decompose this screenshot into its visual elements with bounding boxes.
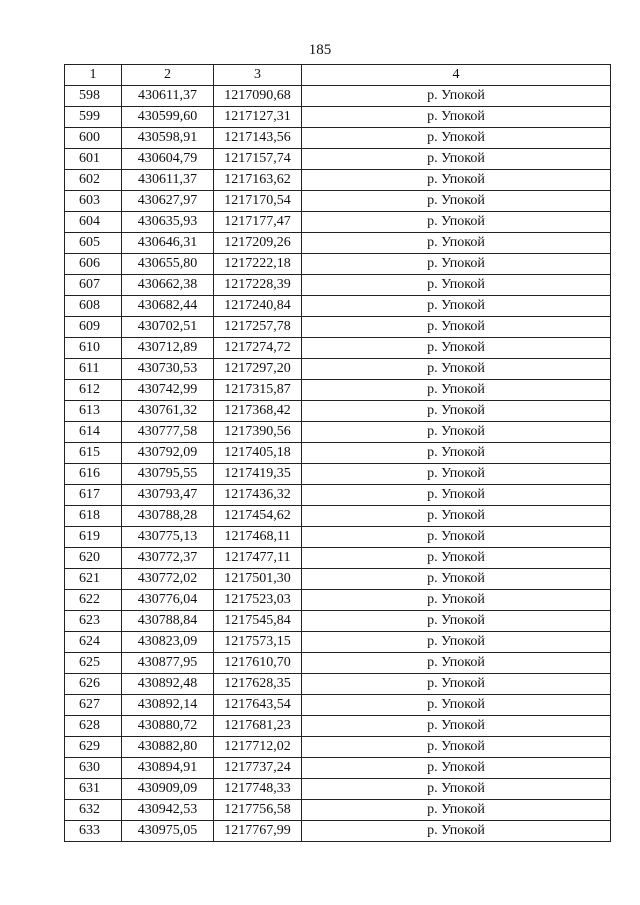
- table-row: [65, 485, 611, 506]
- description-cell: р. Упокой: [302, 590, 611, 611]
- table-row: [65, 800, 611, 821]
- point-number-cell: 610: [65, 338, 122, 359]
- x-coordinate-cell: 430646,31: [122, 233, 214, 254]
- point-number-cell: 618: [65, 506, 122, 527]
- point-number-cell: 622: [65, 590, 122, 611]
- point-number-cell: 603: [65, 191, 122, 212]
- x-coordinate-cell: 430882,80: [122, 737, 214, 758]
- point-number-cell: 606: [65, 254, 122, 275]
- table-row: [65, 674, 611, 695]
- x-coordinate-cell: 430823,09: [122, 632, 214, 653]
- table-row: [65, 107, 611, 128]
- x-coordinate-cell: 430655,80: [122, 254, 214, 275]
- x-coordinate-cell: 430894,91: [122, 758, 214, 779]
- description-cell: р. Упокой: [302, 380, 611, 401]
- table-row: [65, 716, 611, 737]
- description-cell: р. Упокой: [302, 632, 611, 653]
- point-number-cell: 611: [65, 359, 122, 380]
- table-row: [65, 149, 611, 170]
- point-number-cell: 601: [65, 149, 122, 170]
- description-cell: р. Упокой: [302, 212, 611, 233]
- point-number-cell: 607: [65, 275, 122, 296]
- point-number-cell: 624: [65, 632, 122, 653]
- table-row: [65, 611, 611, 632]
- description-cell: р. Упокой: [302, 674, 611, 695]
- x-coordinate-cell: 430742,99: [122, 380, 214, 401]
- description-cell: р. Упокой: [302, 758, 611, 779]
- y-coordinate-cell: 1217127,31: [214, 107, 302, 128]
- y-coordinate-cell: 1217297,20: [214, 359, 302, 380]
- description-cell: р. Упокой: [302, 149, 611, 170]
- y-coordinate-cell: 1217454,62: [214, 506, 302, 527]
- x-coordinate-cell: 430761,32: [122, 401, 214, 422]
- x-coordinate-cell: 430635,93: [122, 212, 214, 233]
- y-coordinate-cell: 1217222,18: [214, 254, 302, 275]
- table-row: [65, 779, 611, 800]
- y-coordinate-cell: 1217163,62: [214, 170, 302, 191]
- description-cell: р. Упокой: [302, 338, 611, 359]
- description-cell: р. Упокой: [302, 86, 611, 107]
- description-cell: р. Упокой: [302, 800, 611, 821]
- y-coordinate-cell: 1217468,11: [214, 527, 302, 548]
- x-coordinate-cell: 430772,02: [122, 569, 214, 590]
- point-number-cell: 620: [65, 548, 122, 569]
- table-row: [65, 527, 611, 548]
- column-header-2: 2: [122, 65, 214, 86]
- y-coordinate-cell: 1217523,03: [214, 590, 302, 611]
- point-number-cell: 604: [65, 212, 122, 233]
- point-number-cell: 626: [65, 674, 122, 695]
- description-cell: р. Упокой: [302, 443, 611, 464]
- y-coordinate-cell: 1217712,02: [214, 737, 302, 758]
- table-row: [65, 464, 611, 485]
- point-number-cell: 600: [65, 128, 122, 149]
- x-coordinate-cell: 430627,97: [122, 191, 214, 212]
- point-number-cell: 613: [65, 401, 122, 422]
- x-coordinate-cell: 430788,84: [122, 611, 214, 632]
- x-coordinate-cell: 430792,09: [122, 443, 214, 464]
- page-number: 185: [308, 42, 332, 58]
- table-row: [65, 422, 611, 443]
- table-row: [65, 191, 611, 212]
- point-number-cell: 631: [65, 779, 122, 800]
- column-header-3: 3: [214, 65, 302, 86]
- point-number-cell: 615: [65, 443, 122, 464]
- x-coordinate-cell: 430975,05: [122, 821, 214, 842]
- description-cell: р. Упокой: [302, 569, 611, 590]
- x-coordinate-cell: 430772,37: [122, 548, 214, 569]
- y-coordinate-cell: 1217545,84: [214, 611, 302, 632]
- x-coordinate-cell: 430604,79: [122, 149, 214, 170]
- y-coordinate-cell: 1217628,35: [214, 674, 302, 695]
- x-coordinate-cell: 430892,14: [122, 695, 214, 716]
- description-cell: р. Упокой: [302, 695, 611, 716]
- point-number-cell: 605: [65, 233, 122, 254]
- description-cell: р. Упокой: [302, 527, 611, 548]
- point-number-cell: 619: [65, 527, 122, 548]
- y-coordinate-cell: 1217756,58: [214, 800, 302, 821]
- description-cell: р. Упокой: [302, 422, 611, 443]
- x-coordinate-cell: 430712,89: [122, 338, 214, 359]
- table-header: [65, 65, 611, 86]
- description-cell: р. Упокой: [302, 737, 611, 758]
- x-coordinate-cell: 430877,95: [122, 653, 214, 674]
- description-cell: р. Упокой: [302, 401, 611, 422]
- description-cell: р. Упокой: [302, 359, 611, 380]
- y-coordinate-cell: 1217405,18: [214, 443, 302, 464]
- description-cell: р. Упокой: [302, 107, 611, 128]
- table-row: [65, 359, 611, 380]
- table-row: [65, 170, 611, 191]
- table-row: [65, 506, 611, 527]
- table-row: [65, 737, 611, 758]
- x-coordinate-cell: 430795,55: [122, 464, 214, 485]
- table-row: [65, 296, 611, 317]
- y-coordinate-cell: 1217274,72: [214, 338, 302, 359]
- description-cell: р. Упокой: [302, 317, 611, 338]
- point-number-cell: 632: [65, 800, 122, 821]
- table-row: [65, 128, 611, 149]
- point-number-cell: 621: [65, 569, 122, 590]
- point-number-cell: 617: [65, 485, 122, 506]
- x-coordinate-cell: 430909,09: [122, 779, 214, 800]
- y-coordinate-cell: 1217170,54: [214, 191, 302, 212]
- table-row: [65, 548, 611, 569]
- table-row: [65, 695, 611, 716]
- point-number-cell: 629: [65, 737, 122, 758]
- x-coordinate-cell: 430702,51: [122, 317, 214, 338]
- description-cell: р. Упокой: [302, 548, 611, 569]
- x-coordinate-cell: 430776,04: [122, 590, 214, 611]
- point-number-cell: 627: [65, 695, 122, 716]
- x-coordinate-cell: 430611,37: [122, 170, 214, 191]
- table-row: [65, 254, 611, 275]
- table-row: [65, 86, 611, 107]
- table-row: [65, 212, 611, 233]
- table-row: [65, 632, 611, 653]
- x-coordinate-cell: 430788,28: [122, 506, 214, 527]
- description-cell: р. Упокой: [302, 191, 611, 212]
- y-coordinate-cell: 1217681,23: [214, 716, 302, 737]
- point-number-cell: 602: [65, 170, 122, 191]
- description-cell: р. Упокой: [302, 464, 611, 485]
- x-coordinate-cell: 430880,72: [122, 716, 214, 737]
- y-coordinate-cell: 1217368,42: [214, 401, 302, 422]
- description-cell: р. Упокой: [302, 275, 611, 296]
- description-cell: р. Упокой: [302, 296, 611, 317]
- x-coordinate-cell: 430682,44: [122, 296, 214, 317]
- y-coordinate-cell: 1217257,78: [214, 317, 302, 338]
- table-body: [65, 86, 611, 842]
- y-coordinate-cell: 1217228,39: [214, 275, 302, 296]
- point-number-cell: 598: [65, 86, 122, 107]
- y-coordinate-cell: 1217390,56: [214, 422, 302, 443]
- table-row: [65, 443, 611, 464]
- point-number-cell: 616: [65, 464, 122, 485]
- table-row: [65, 653, 611, 674]
- y-coordinate-cell: 1217315,87: [214, 380, 302, 401]
- y-coordinate-cell: 1217157,74: [214, 149, 302, 170]
- y-coordinate-cell: 1217419,35: [214, 464, 302, 485]
- x-coordinate-cell: 430599,60: [122, 107, 214, 128]
- point-number-cell: 608: [65, 296, 122, 317]
- coordinates-table: [64, 64, 611, 842]
- x-coordinate-cell: 430611,37: [122, 86, 214, 107]
- x-coordinate-cell: 430775,13: [122, 527, 214, 548]
- column-header-1: 1: [65, 65, 122, 86]
- point-number-cell: 625: [65, 653, 122, 674]
- x-coordinate-cell: 430793,47: [122, 485, 214, 506]
- table-row: [65, 401, 611, 422]
- y-coordinate-cell: 1217737,24: [214, 758, 302, 779]
- table-row: [65, 569, 611, 590]
- point-number-cell: 612: [65, 380, 122, 401]
- y-coordinate-cell: 1217501,30: [214, 569, 302, 590]
- y-coordinate-cell: 1217177,47: [214, 212, 302, 233]
- description-cell: р. Упокой: [302, 170, 611, 191]
- y-coordinate-cell: 1217090,68: [214, 86, 302, 107]
- description-cell: р. Упокой: [302, 128, 611, 149]
- x-coordinate-cell: 430777,58: [122, 422, 214, 443]
- description-cell: р. Упокой: [302, 779, 611, 800]
- y-coordinate-cell: 1217143,56: [214, 128, 302, 149]
- description-cell: р. Упокой: [302, 716, 611, 737]
- y-coordinate-cell: 1217748,33: [214, 779, 302, 800]
- point-number-cell: 599: [65, 107, 122, 128]
- point-number-cell: 628: [65, 716, 122, 737]
- point-number-cell: 614: [65, 422, 122, 443]
- x-coordinate-cell: 430892,48: [122, 674, 214, 695]
- y-coordinate-cell: 1217767,99: [214, 821, 302, 842]
- x-coordinate-cell: 430730,53: [122, 359, 214, 380]
- header-row: [65, 65, 611, 86]
- y-coordinate-cell: 1217209,26: [214, 233, 302, 254]
- point-number-cell: 633: [65, 821, 122, 842]
- table-row: [65, 590, 611, 611]
- table-row: [65, 233, 611, 254]
- point-number-cell: 623: [65, 611, 122, 632]
- table-row: [65, 821, 611, 842]
- y-coordinate-cell: 1217436,32: [214, 485, 302, 506]
- description-cell: р. Упокой: [302, 233, 611, 254]
- column-header-4: 4: [302, 65, 611, 86]
- description-cell: р. Упокой: [302, 506, 611, 527]
- x-coordinate-cell: 430942,53: [122, 800, 214, 821]
- y-coordinate-cell: 1217573,15: [214, 632, 302, 653]
- table-row: [65, 338, 611, 359]
- x-coordinate-cell: 430662,38: [122, 275, 214, 296]
- y-coordinate-cell: 1217610,70: [214, 653, 302, 674]
- description-cell: р. Упокой: [302, 254, 611, 275]
- y-coordinate-cell: 1217643,54: [214, 695, 302, 716]
- x-coordinate-cell: 430598,91: [122, 128, 214, 149]
- table-row: [65, 317, 611, 338]
- description-cell: р. Упокой: [302, 821, 611, 842]
- description-cell: р. Упокой: [302, 485, 611, 506]
- y-coordinate-cell: 1217240,84: [214, 296, 302, 317]
- table-row: [65, 380, 611, 401]
- table-row: [65, 758, 611, 779]
- point-number-cell: 609: [65, 317, 122, 338]
- y-coordinate-cell: 1217477,11: [214, 548, 302, 569]
- table-row: [65, 275, 611, 296]
- point-number-cell: 630: [65, 758, 122, 779]
- description-cell: р. Упокой: [302, 653, 611, 674]
- description-cell: р. Упокой: [302, 611, 611, 632]
